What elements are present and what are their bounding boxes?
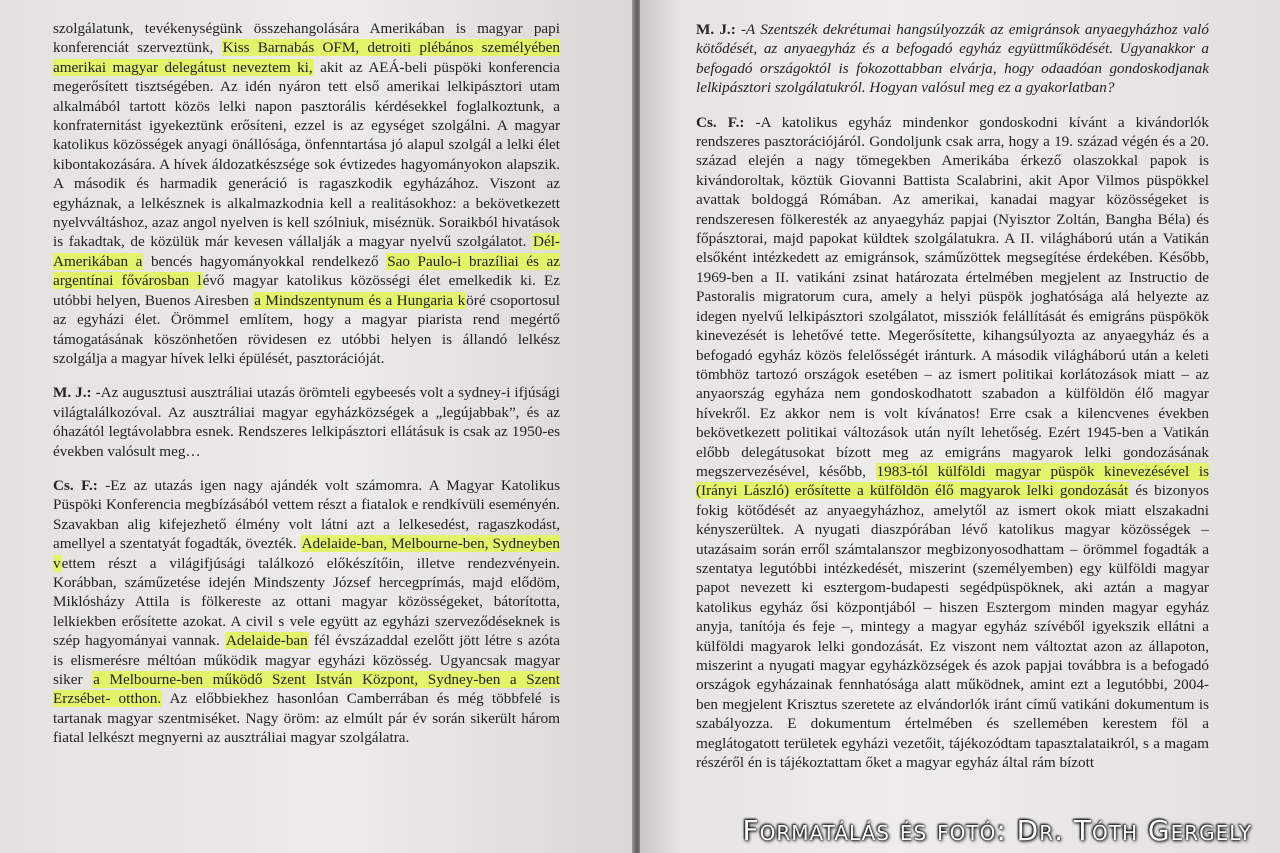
left-page xyxy=(0,0,634,853)
text-run: ettem részt a világifjúsági találkozó előkészítőin, illetve rendezvényein. Korábban, száműzetése idején Mindszenty József hercegprímás, majd elődöm, Miklósházy Attila is fölkereste az ottani magyar közösségeket, bátorította, lelkiekben erősítette azokat. A civil s vele együtt az egyházi szerveződéseknek is szép hagyományai vannak. xyxy=(53,554,560,650)
right-page xyxy=(640,0,1280,853)
paragraph-question-holy-see xyxy=(696,20,1209,98)
speaker-label: M. J.: xyxy=(696,21,736,38)
text-run: -Ez az utazás igen nagy ajándék volt számomra. A Magyar Katolikus Püspöki Konferencia megbízásából vettem részt a fiatalok e rendkívüli eseményén. Szavakban alig kifejezhető élmény volt látni azt a lelkesedést, ragaszkodást, amellyel a szentatyát fogadták, övezték. xyxy=(53,476,560,553)
text-run: és bizonyos fokig kötődését az anyaegyházhoz, amelytől az ismert okok miatt elszakadni kényszerültek. A nyugati diaszpórában lévő katolikus magyar közösségek – utazásaim során erről számtalanszor megbizonyosodhattam – örömmel fogadták a szentatya legutóbbi intézkedését, miszerint (személyemben) egy külföldi magyar papot nevezett ki esztergom-budapesti segédpüspöknek, aki aztán a magyar katolikus egyház ősi központjából – hiszen Esztergom minden magyar egyház anyja, tanítója és feje –, mintegy a magyar egyház szívéből igyekszik ellátni a külföldi magyarok lelki gondozását. Ez viszont nem változtat azon az állapoton, miszerint a nyugati magyar egyházközségek és azok papjai továbbra is a befogadó országok egyházainak fennhatósága alatt működnek, amint ezt a legutóbbi, 2004- ben megjelent Krisztus szeretete az elvándorlók iránt című vatikáni dokumentum is szabályozza. E dokumentum értelmében és szellemében kerestem föl a meglátogatott területek egyházi vezetőit, tájékozódtam tapasztalataikról, s a magam részéről én is tájékoztattam őket a magyar egyház által rám bízott xyxy=(696,482,1209,772)
highlighted-text: 1983-tól külföldi magyar püspök kinevezésével is (Irányi László) erősítette a külföldön élő magyarok lelki gondozását xyxy=(696,462,1209,500)
question-text: -A Szentszék dekrétumai hangsúlyozzák az emigránsok anyaegyházhoz való kötődését, az anyaegyház és a befogadó egyház együttműködését. Ugyanakkor a befogadó országoktól is fokozottabban elvárja, hogy odaadóan gondoskodjanak lelkipásztori szolgálatukról. Hogyan valósul meg ez a gyakorlatban? xyxy=(696,21,1209,97)
text-run: öré csoportosul az egyházi élet. Örömmel említem, hogy a magyar piarista rend megértő támogatásának köszönhetően rövidesen ez utóbbi helyen is állandó lelkész szolgálja a magyar hívek lelki épülését, pasztorációját. xyxy=(53,291,560,367)
answer-text xyxy=(696,114,1209,771)
speaker-label: M. J.: xyxy=(53,384,92,402)
paragraph-answer-pastoral xyxy=(696,113,1209,773)
highlighted-text: a Melbourne-ben működő Szent István Központ, Sydney-ben a Szent Erzsébet- otthon. xyxy=(53,671,560,708)
text-run: bencés hagyományokkal rendelkező xyxy=(143,252,387,270)
text-run: -A katolikus egyház mindenkor gondoskodni kívánt a kivándorlók rendszeres pasztorációjáról. Gondoljunk csak arra, hogy a 19. század végén és a 20. század elején a nagy tömegekben Amerikába érkező olaszokkal papok is kivándoroltak, köztük Giovanni Battista Scalabrini, akit Apor Vilmos püspökkel avattak boldoggá Rómában. Az amerikai, kanadai magyar közösségeket is rendszeresen fölkeresték az anyaegyház papjai (Nyisztor Zoltán, Bangha Béla) és főpásztorai, majd papokat küldtek szolgálatukra. A II. világháború után a Vatikán elsőként intézkedett az emigránsok, száműzöttek megsegítése érdekében. Később, 1969-ben a II. vatikáni zsinat határozata értelmében megjelent az Instructio de Pastoralis migratorum cura, amely a helyi püspök joghatósága alá helyezte az idegen nyelvű lelkipásztori szolgálatot, missziók felállítását és emigráns püspökök kinevezését is lehetővé tette. Megerősítette, kihangsúlyozta az anyaegyház és a befogadó egyház közös felelősségét iránturk. A második világháború után a keleti tömbhöz tartozó országok esetében – az ismert politikai korlátozások miatt – az anyaország egyháza nem gondoskodhatott szabadon a külföldön élő magyar hívekről. Ez akkor nem is volt kívánatos! Erre csak a kilencvenes években bekövetkezett politikai változások után nyílt lehetőség. Ezért 1945-ben a Vatikán előbb delegátusokat bízott meg az emigráns magyarok lelki gondozásának megszervezésével, később, xyxy=(696,113,1209,480)
right-column xyxy=(696,20,1209,787)
paragraph-answer-australia xyxy=(53,476,560,748)
question-text: -Az augusztusi ausztráliai utazás örömteli egybeesés volt a sydney-i ifjúsági világtalálkozóval. Az ausztráliai magyar egyházközségek a „legújabbak”, és az óhazától legtávolabbra esnek. Rendszeres lelkipásztori ellátásuk is csak az 1950-es években valósult meg… xyxy=(53,384,560,460)
highlighted-text: Adelaide-ban, Melbourne-ben, Sydneyben v xyxy=(53,535,560,572)
photo-credit-watermark: Formatálás és fotó: Dr. Tóth Gergely xyxy=(742,814,1252,847)
highlighted-text: Sao Paulo-i brazíliai és az argentínai fővárosban l xyxy=(53,252,560,290)
text-run: Az előbbiekhez hasonlóan Camberrában és még többfelé is tartanak magyar szentmiséket. Nagy öröm: az elmúlt pár év során sikerült három fiatal lelkészt megnyerni az ausztráliai magyar szolgálatra. xyxy=(53,690,560,747)
text-run: szolgálatunk, tevékenységünk összehangolására Amerikában is magyar papi konferenciát szerveztünk, xyxy=(53,20,560,57)
text-run: akit az AEÁ-beli püspöki konferencia megerősített tisztségében. Az idén nyáron tett első amerikai lelkipásztori utam alkalmából tartott közös lelki napon pasztorális kérdésekkel foglalkoztunk, a konfraternitást igyekeztünk erősíteni, ezzel is az egységet szolgálni. A magyar katolikus közösségek anyagi önállósága, önfenntartása jó alapul szolgál a lelki élet kibontakozására. A hívek áldozatkészsége sok évtizedes hagyományokon alapszik. A második és harmadik generáció is ragaszkodik egyházához. Viszont az egyháznak, a lelkésznek is alkalmazkodnia kell a realitásokhoz: a bekövetkezett nyelvváltáshoz, azaz angol nyelven is kell szólniuk, miséznük. Soraikból hivatások is fakadtak, de közülük már kevesen vállalják a magyar nyelvű szolgálatot. xyxy=(53,58,560,251)
paragraph-question-australia xyxy=(53,383,560,461)
text-run: évő magyar katolikus közösségi élet emelkedik ki. Ez utóbbi helyen, Buenos Airesben xyxy=(53,272,560,309)
left-column xyxy=(53,19,560,763)
answer-text xyxy=(53,477,560,746)
highlighted-text: a Mindszentynum és a Hungaria k xyxy=(254,291,466,309)
speaker-label: Cs. F.: xyxy=(696,113,745,131)
paragraph-delegates xyxy=(53,19,560,368)
highlighted-text: Kiss Barnabás OFM, detroiti plébános személyében amerikai magyar delegátust neveztem ki, xyxy=(53,39,560,76)
highlighted-text: Dél-Amerikában a xyxy=(53,233,560,270)
speaker-label: Cs. F.: xyxy=(53,476,98,494)
text-run: fél évszázaddal ezelőtt jött létre s azóta is elismerésre méltóan működik magyar egyházi közösség. Ugyancsak magyar siker xyxy=(53,632,560,688)
highlighted-text: Adelaide-ban xyxy=(225,632,308,650)
